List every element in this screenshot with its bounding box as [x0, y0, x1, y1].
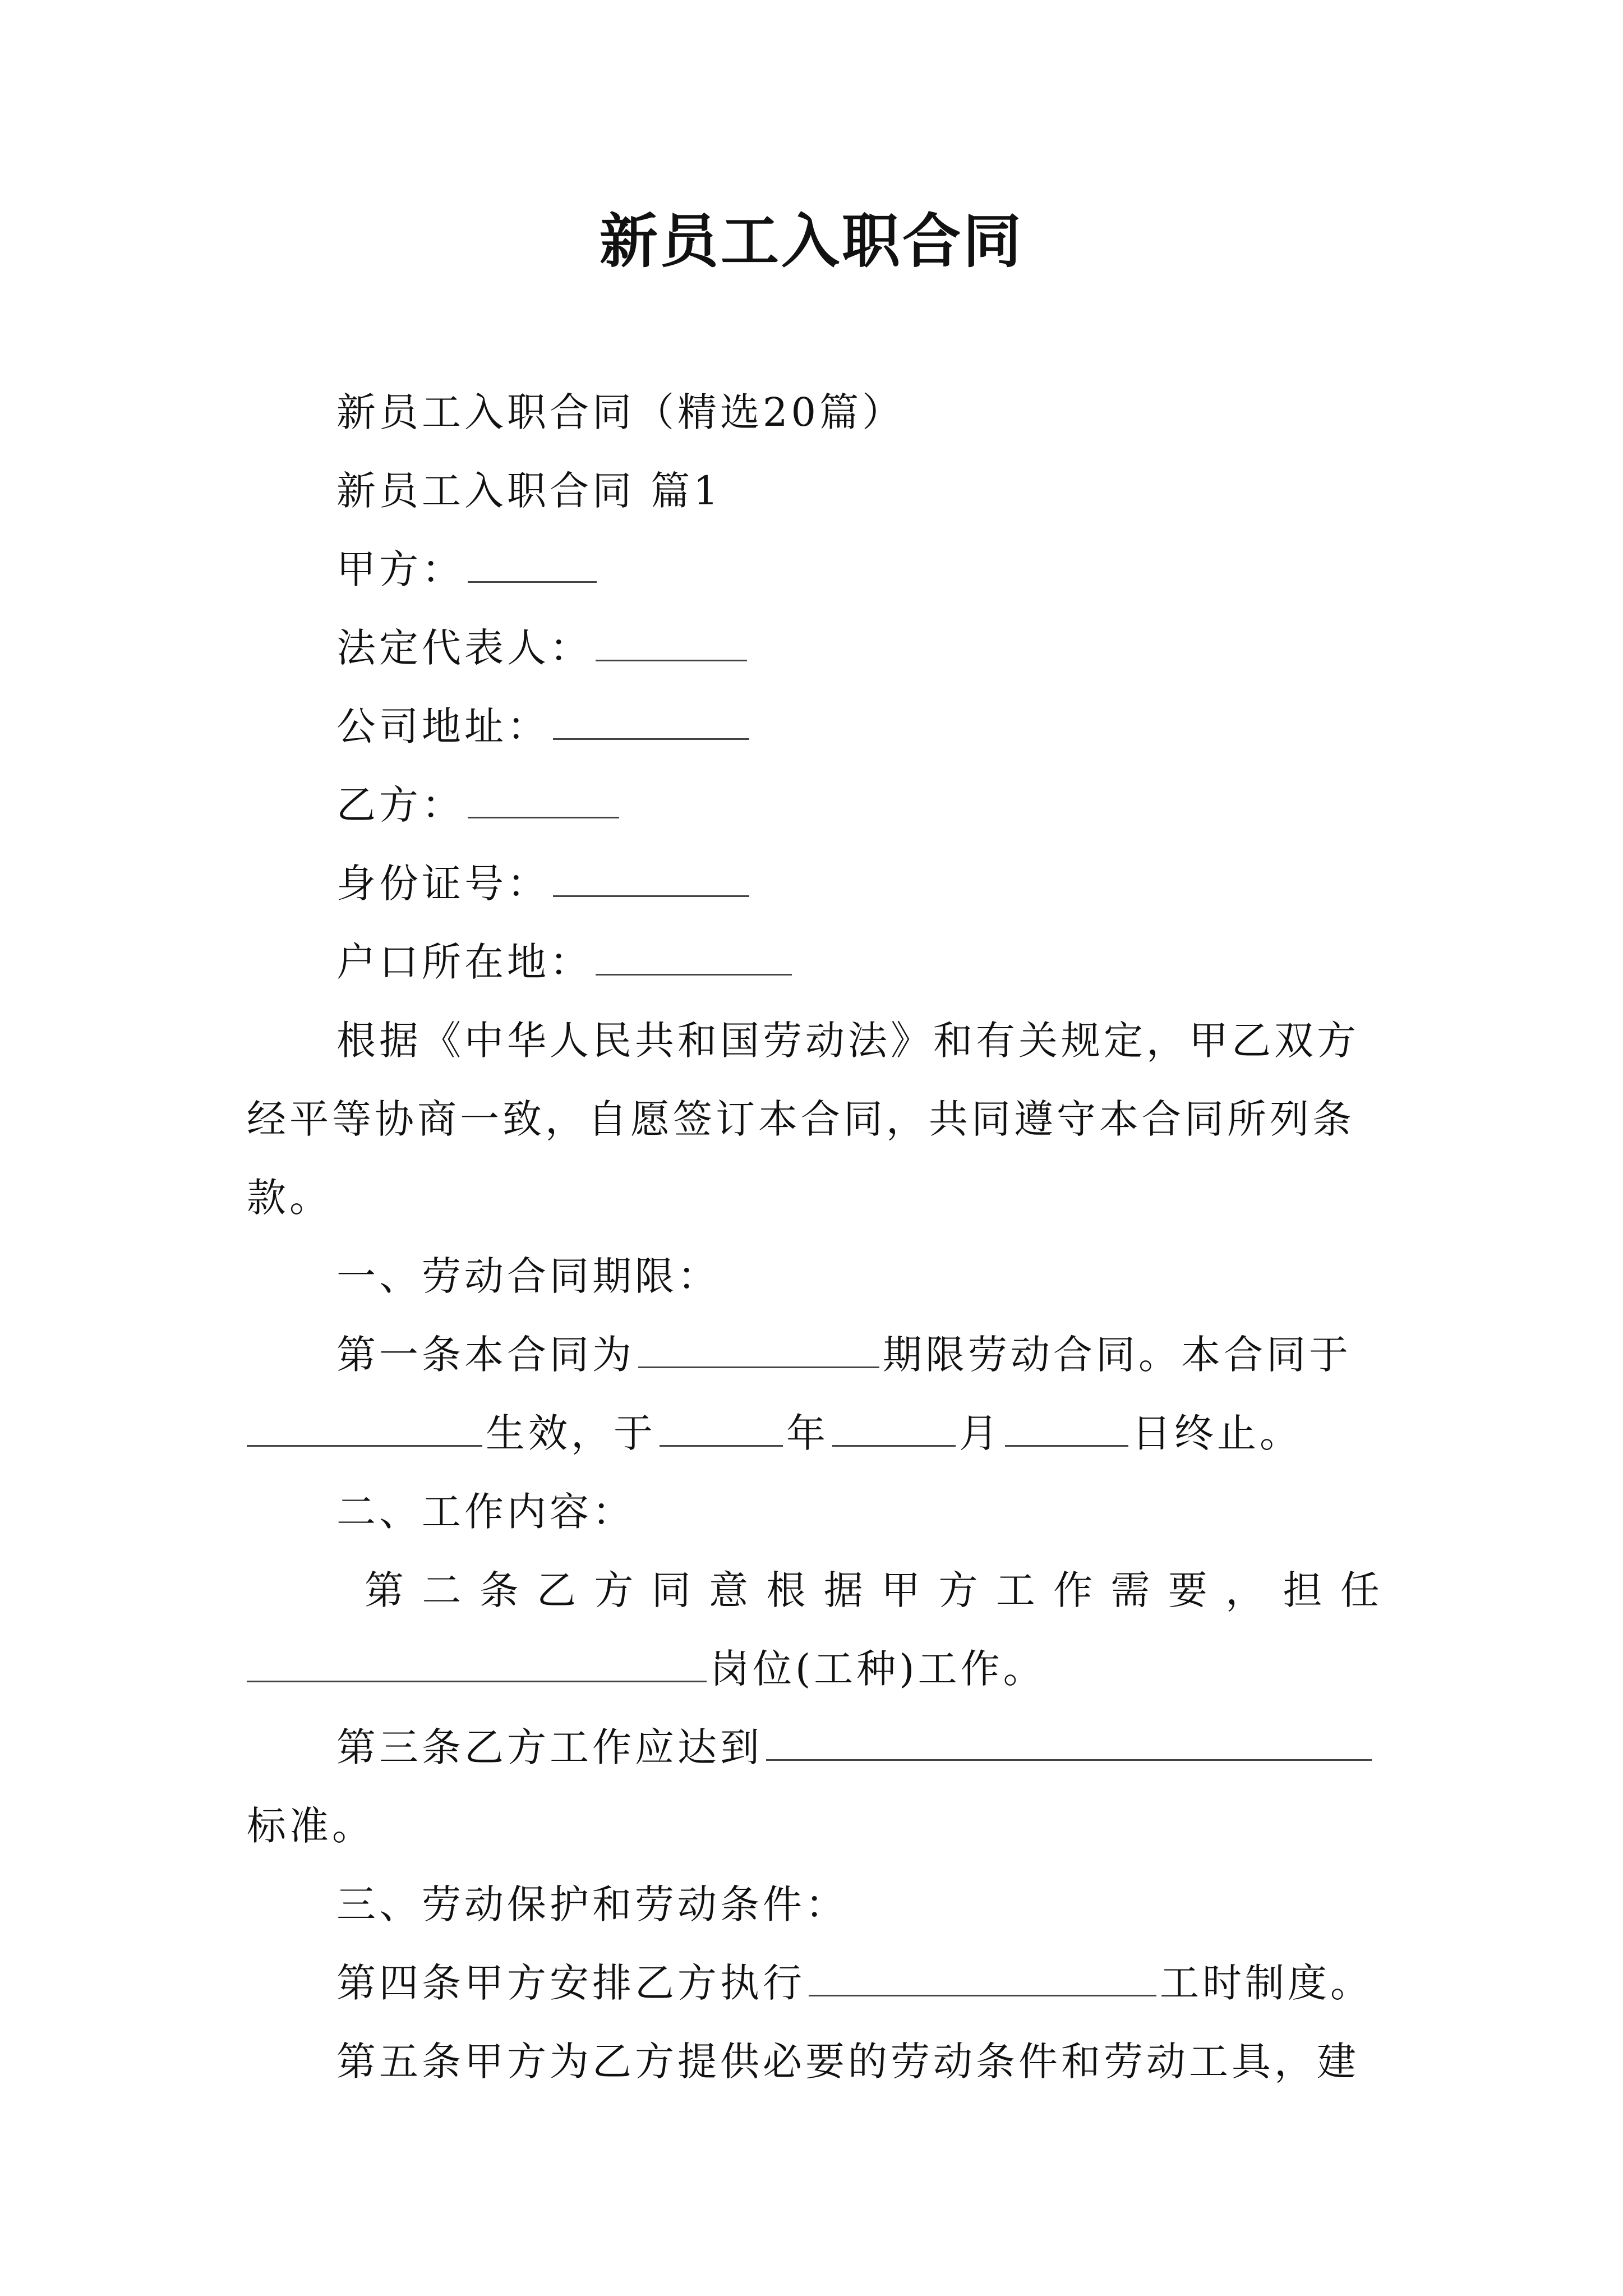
article-2-char: 方 — [938, 1567, 978, 1613]
field-id-number — [336, 855, 753, 912]
article-text: 第三条乙方工作应达到 — [336, 1724, 763, 1770]
field-party-a — [336, 541, 600, 597]
blank-line — [468, 777, 619, 818]
blank-line — [596, 620, 747, 661]
article-text: 第四条甲方安排乙方执行 — [336, 1960, 805, 2006]
preamble-line-3: 款。 — [247, 1175, 332, 1221]
blank-line — [766, 1720, 1372, 1761]
blank-line — [596, 935, 792, 976]
blank-line — [1005, 1406, 1128, 1447]
article-2-char: 方 — [594, 1567, 634, 1613]
article-text: 第一条本合同为 — [336, 1332, 635, 1378]
blank-line — [468, 542, 597, 583]
field-label: 乙方： — [336, 782, 464, 828]
article-4 — [336, 1955, 1373, 2011]
article-text: 工时制度。 — [1160, 1960, 1373, 2006]
section-heading: 新员工入职合同 篇1 — [336, 468, 722, 514]
blank-line — [553, 856, 749, 897]
blank-line — [809, 1955, 1156, 1996]
article-text: 生效，于 — [486, 1410, 656, 1456]
article-3-line-1 — [336, 1719, 1375, 1775]
article-2-line-1 — [365, 1562, 1380, 1618]
field-label: 法定代表人： — [336, 625, 592, 671]
article-1-line-2 — [247, 1405, 1302, 1461]
field-legal-rep — [336, 620, 750, 676]
article-2-char: 条 — [479, 1567, 519, 1613]
field-label: 公司地址： — [336, 703, 550, 749]
article-2-char: 根 — [766, 1567, 806, 1613]
section-1-heading: 一、劳动合同期限： — [336, 1253, 720, 1299]
article-2-char: 作 — [1053, 1567, 1093, 1613]
article-2-char: 第 — [365, 1567, 404, 1613]
article-2-char: 要 — [1168, 1567, 1207, 1613]
article-2-char: 任 — [1340, 1567, 1380, 1613]
article-2-char: 据 — [823, 1567, 863, 1613]
field-label: 户口所在地： — [336, 939, 592, 985]
article-text: 年 — [786, 1410, 829, 1456]
blank-line — [553, 699, 749, 740]
article-text: 日终止。 — [1132, 1410, 1302, 1456]
field-label: 甲方： — [336, 546, 464, 592]
article-3-line-2: 标准。 — [247, 1803, 375, 1849]
article-text: 月 — [959, 1410, 1002, 1456]
article-2-char: 乙 — [537, 1567, 577, 1613]
article-2-char: 甲 — [881, 1567, 921, 1613]
article-text: 期限劳动合同。本合同于 — [883, 1332, 1352, 1378]
preamble-line-1: 根据《中华人民共和国劳动法》和有关规定，甲乙双方 — [336, 1018, 1359, 1064]
blank-line — [660, 1406, 783, 1447]
article-2-char: 需 — [1110, 1567, 1150, 1613]
article-2-char: ， — [1225, 1567, 1265, 1613]
article-2-char: 工 — [995, 1567, 1035, 1613]
preamble-line-2: 经平等协商一致，自愿签订本合同，共同遵守本合同所列条 — [247, 1096, 1355, 1142]
page-title: 新员工入职合同 — [599, 206, 1023, 275]
blank-line — [638, 1327, 879, 1368]
article-2-char: 二 — [422, 1567, 462, 1613]
article-text: 岗位(工种)工作。 — [710, 1646, 1046, 1692]
field-household-location — [336, 934, 795, 990]
field-label: 身份证号： — [336, 861, 550, 907]
document-subtitle: 新员工入职合同（精选20篇） — [336, 389, 905, 435]
field-company-address — [336, 698, 753, 754]
section-2-heading: 二、工作内容： — [336, 1489, 635, 1535]
article-5: 第五条甲方为乙方提供必要的劳动条件和劳动工具，建 — [336, 2039, 1359, 2085]
field-party-b — [336, 777, 623, 833]
article-1-line-1 — [336, 1327, 1352, 1383]
section-3-heading: 三、劳动保护和劳动条件： — [336, 1881, 848, 1927]
article-2-char: 意 — [709, 1567, 749, 1613]
article-2-char: 担 — [1283, 1567, 1322, 1613]
article-2-line-2 — [247, 1641, 1046, 1697]
blank-line — [247, 1641, 707, 1682]
blank-line — [832, 1406, 956, 1447]
blank-line — [247, 1406, 482, 1447]
article-2-char: 同 — [651, 1567, 691, 1613]
